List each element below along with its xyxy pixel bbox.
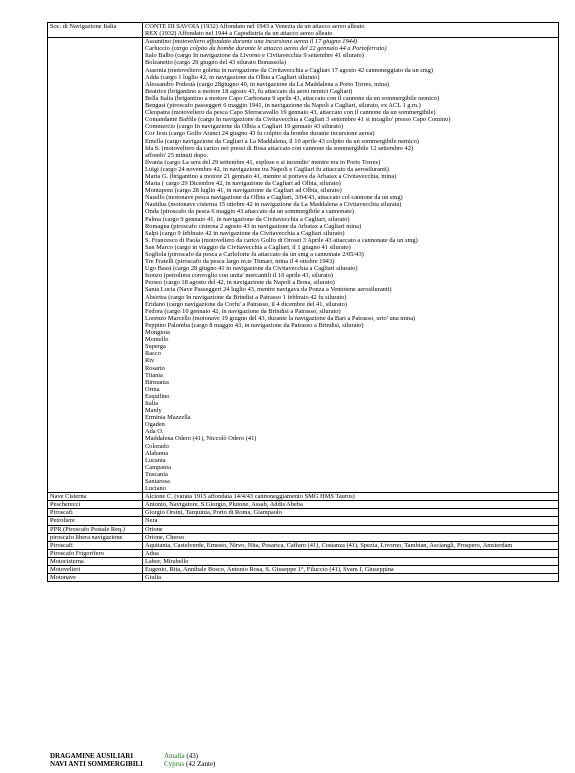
note-value: Cyprus <box>164 760 185 768</box>
ships-cell <box>143 509 559 517</box>
ship-text: Orione <box>145 525 163 533</box>
ship-entry <box>145 123 558 130</box>
ship-text: Cleopatra (motoveliero da pesca Capo Sferracavallo 19 gennaio 43, attaccato con il cannone da un sommergibile) <box>145 109 436 117</box>
ship-text: Lucania <box>145 456 166 464</box>
ships-cell <box>143 549 559 557</box>
ship-entry <box>145 102 558 109</box>
category-cell: Piroscafo Frigorifero <box>48 549 143 557</box>
ships-table <box>47 22 559 582</box>
ship-text: Eugenio, Rita, Annibale Bosco, Antonio Rosa, S. Giuseppe 1°, Filuccio (41), Svam I, Giuseppina <box>145 566 394 574</box>
ship-text: Lorenzo Marcello (motonave 19 giugno del 43, durante la navigazione da Bari a Patrasso, urto' una mina) <box>145 314 416 322</box>
table-row <box>48 549 559 557</box>
ship-text: Absirtea (cargo In navigazione da Brindisi a Patrasso 1 febbraio 42 fu silurato) <box>145 293 347 301</box>
ship-text: Carluccio <box>145 45 172 53</box>
ship-text: Assuntino <box>145 38 173 46</box>
ship-note: (motoveliero affondato durante una incursione aerea il 17 giugno 1944) <box>172 38 358 46</box>
ship-text: Montello <box>145 336 169 344</box>
ship-entry <box>145 145 558 152</box>
ship-entry <box>145 501 558 508</box>
note-label: DRAGAMINE AUSILIARI <box>50 752 134 760</box>
ship-text: Titania <box>145 371 163 379</box>
ship-entry <box>145 67 558 74</box>
category-cell: Motovelieri <box>48 566 143 574</box>
ship-text: San Marco (cargo in viaggio da Civitavecchia a Cagliari, il 1 giugno 41 silurato) <box>145 243 351 251</box>
ship-entry <box>145 393 558 400</box>
ship-text: Aquitania, Castelverde, Ernesto, Nirvo, Nita, Posarica, Caffaro (41), Costanza (41), Spezia, Livorno, Tambian, Asciangli, Prospero, Amsterdam <box>145 541 513 549</box>
ships-cell <box>143 38 559 493</box>
ship-entry <box>145 152 558 159</box>
ship-text: Superga <box>145 343 166 351</box>
ship-entry <box>145 109 558 116</box>
ship-text: Bolzanetto (cargo 29 giugno del 43 silurato Bonassola) <box>145 59 286 67</box>
category-cell: Motocisterna <box>48 557 143 565</box>
ship-text: Commercio (cargo In navigazione da Olbia a Cagliari 19 gennaio 43 silurato) <box>145 123 344 131</box>
category-cell: Piroscafi <box>48 509 143 517</box>
ship-entry <box>145 251 558 258</box>
ship-text: Mongioia <box>145 329 170 337</box>
ship-entry <box>145 534 558 541</box>
ship-entry <box>145 23 558 30</box>
ship-entry <box>145 336 558 343</box>
ship-entry <box>145 400 558 407</box>
ship-text: Luciano <box>145 485 166 493</box>
ship-entry <box>145 59 558 66</box>
ship-entry <box>145 558 558 565</box>
ship-entry <box>145 74 558 81</box>
ship-entry <box>145 286 558 293</box>
ship-entry <box>145 526 558 533</box>
ship-entry <box>145 216 558 223</box>
footer-notes <box>50 752 215 768</box>
ship-text: Perseo (cargo 18 agosto del 42, in navigazione da Napoli a Bona, silurato) <box>145 279 335 287</box>
ship-text: S. Francesco di Paola (motoveliero da carico Golfo di Orosei 3 Aprile 43 attaccato a cannonate da un smg) <box>145 236 418 244</box>
ship-text: Sogliola (piroscafo da pesca a Carloforte fu attaccato da un smg a cannonate 2/05/43) <box>145 251 364 258</box>
ship-entry <box>145 173 558 180</box>
table-row <box>48 509 559 517</box>
table-row <box>48 574 559 582</box>
ship-text: Labor, Mirabello <box>145 557 189 565</box>
category-cell: Nave Cisterna <box>48 493 143 501</box>
note-row <box>50 752 215 760</box>
ship-text: Entella (cargo navigazione da Cagliari a La Maddalena, il 10 aprile 43 colpito da un sommergibile nemico) <box>145 137 419 145</box>
ship-text: Ugo Bassi (cargo 28 giugno 41 in navigazione da Civitavecchia a Cagliari silurato) <box>145 265 358 273</box>
ship-text: Manly <box>145 407 162 415</box>
ship-text: Birmania <box>145 378 169 386</box>
ship-text: Luigi (cargo 24 novembre 42, in navigazione tra Napoli e Cagliari fu attaccato da aerosiluranti) <box>145 165 389 173</box>
ship-entry <box>145 414 558 421</box>
ship-text: Santarosa <box>145 478 170 485</box>
table-row <box>48 525 559 533</box>
ships-cell <box>143 501 559 509</box>
ship-entry <box>145 517 558 524</box>
ship-entry <box>145 272 558 279</box>
ship-text: Maddalena Odero (41), Niccolò Odero (41) <box>145 435 257 443</box>
table-row <box>48 501 559 509</box>
ship-text: Cor Jesu (cargo Golfo Aranci 24 giugno 43 fu colpito da bombe durante incursione aerea) <box>145 130 375 138</box>
ship-text: Racco <box>145 350 161 358</box>
ship-entry <box>145 237 558 244</box>
ship-entry <box>145 308 558 315</box>
ship-entry <box>145 194 558 201</box>
ship-entry <box>145 138 558 145</box>
ship-entry <box>145 301 558 308</box>
ship-text: Italo Balbo (cargo In navigazione da Livorno e Civitavecchia 9 settembre 41 silurato) <box>145 52 364 60</box>
ship-text: Bengasi (piroscafo passeggeri 6 maggio 1941, in navigazione da Napoli a Cagliari, silurato, ex ACL 1 g.m.) <box>145 102 421 110</box>
ship-entry <box>145 574 558 581</box>
ship-text: Italia <box>145 399 159 407</box>
ship-entry <box>145 343 558 350</box>
ship-entry <box>145 279 558 286</box>
ship-entry <box>145 223 558 230</box>
category-cell: Motonave <box>48 574 143 582</box>
ships-cell <box>143 23 559 38</box>
table-row <box>48 557 559 565</box>
ship-text: Montaponi (cargo 28 luglio 41, in navigazione da Cagliari ad Olbia, silurato) <box>145 187 342 195</box>
table-row <box>48 493 559 501</box>
ship-text: Orma <box>145 385 160 393</box>
ship-text: Esquilino <box>145 392 170 400</box>
ship-entry <box>145 542 558 549</box>
category-cell: Piroscafi <box>48 541 143 549</box>
ship-text: Giulia <box>145 574 161 582</box>
ship-entry <box>145 471 558 478</box>
ship-text: Fedora (cargo 10 gennaio 42, in navigazione da Brindisi a Patrasso, silurato) <box>145 307 341 315</box>
ship-entry <box>145 350 558 357</box>
ship-note: (cargo colpito da bombe durante le attacco aereo del 22 gennaio 44 a Portoferraio) <box>171 45 387 53</box>
ship-text: Beatrice (brigantino a motore 18 agosto 43, fu attaccato da aerei nemici Cagliari) <box>145 87 353 95</box>
ship-entry <box>145 52 558 59</box>
category-cell: Soc. di Navigazione Italia <box>48 23 143 38</box>
ship-entry <box>145 88 558 95</box>
ship-entry <box>145 493 558 500</box>
ships-cell <box>143 566 559 574</box>
ship-text: Erminia Mazzella <box>145 414 191 422</box>
ship-text: Bella Italia (brigantino a motore Capo Carbonara 9 aprile 43, attaccato con il cannone da un sommergibile nemico) <box>145 94 440 102</box>
ship-entry <box>145 464 558 471</box>
ship-text: Ogaden <box>145 421 165 429</box>
ship-entry <box>145 379 558 386</box>
ship-entry <box>145 435 558 442</box>
ship-entry <box>145 45 558 52</box>
note-row <box>50 760 215 768</box>
ships-cell <box>143 533 559 541</box>
category-cell: PPR (Piroscafo Postale Req.) <box>48 525 143 533</box>
ship-entry <box>145 258 558 265</box>
ship-entry <box>145 30 558 37</box>
ships-cell <box>143 517 559 525</box>
table-row <box>48 566 559 574</box>
category-cell: Pescherecci <box>48 501 143 509</box>
ship-text: REX (1932) Affondato nel 1944 a Capodistria da un attacco aereo alleato <box>145 30 333 38</box>
ship-entry <box>145 566 558 573</box>
ship-text: Ada O. <box>145 428 164 436</box>
ship-text: Romagna (piroscafo cisterna 2 agosto 43 in navigazione da Arbatax a Cagliari mina) <box>145 222 362 230</box>
ship-entry <box>145 159 558 166</box>
ship-entry <box>145 357 558 364</box>
ship-text: Nera <box>145 517 158 525</box>
ship-text: Giorgio Orsini, Tarquinia, Porto di Roma, Giampaolo <box>145 509 282 517</box>
table-row <box>48 541 559 549</box>
ship-text: affondo' 25 minuti dopo. <box>145 151 209 159</box>
table-row <box>48 517 559 525</box>
ship-entry <box>145 180 558 187</box>
category-cell <box>48 38 143 493</box>
ship-text: Peppino Palomba (cargo 8 maggio 43, in navigazione da Patrasso a Brindisi, silurato) <box>145 321 364 329</box>
ship-text: Tuscania <box>145 470 168 478</box>
ship-text: Campania <box>145 463 171 471</box>
ship-text: Ida S. (motoveliero da carico nei pressi di Bosa attaccato con cannone da sommergibile 12 settembre 42) <box>145 144 414 152</box>
ship-text: Rosario <box>145 364 165 372</box>
ship-text: Maria G. (brigantino a motore 21 gennaio 41, mentre si portava da Arbatax a Civitavecchia, mina) <box>145 172 397 180</box>
ship-entry <box>145 509 558 516</box>
ship-entry <box>145 201 558 208</box>
ship-text: Riv <box>145 357 155 365</box>
ship-text: Salpi (cargo 9 febbraio 42 in navigazione da Civitavecchia a Cagliari silurato) <box>145 229 345 237</box>
ships-cell <box>143 574 559 582</box>
ship-entry <box>145 457 558 464</box>
ship-text: Adua <box>145 549 159 557</box>
note-value: Amalia <box>164 752 185 760</box>
ship-entry <box>145 550 558 557</box>
ship-text: Eridano (cargo navigazione da Corfu' a Patrasso, il 4 dicembre del 41, silurato) <box>145 300 347 308</box>
ships-cell <box>143 557 559 565</box>
ship-text: Orione, Cherso <box>145 533 185 541</box>
ship-entry <box>145 315 558 322</box>
ship-entry <box>145 407 558 414</box>
ship-text: Ausonia (motoveliero goletta in navigazione da Civitavecchia a Cagliari 17 agosto 42 cannoneggiato da un smg) <box>145 66 434 74</box>
ship-entry <box>145 421 558 428</box>
ship-entry <box>145 95 558 102</box>
ship-entry <box>145 166 558 173</box>
ship-text: Tre Fratelli (piroscafo da pesca largo m.te Tinnari, mina il 4 ottobre 1943) <box>145 258 335 266</box>
ship-entry <box>145 244 558 251</box>
ships-cell <box>143 493 559 501</box>
ship-text: Antonio, Navigatore, S.Giorgio, Plutone, Assab, Addis Abeba <box>145 501 303 509</box>
ship-text: Onda (piroscafo da pesca 6 maggio 43 attaccato da un sommergibile a cannonate) <box>145 208 354 216</box>
table-row <box>48 533 559 541</box>
ship-entry <box>145 322 558 329</box>
ship-text: Adda (cargo 1 luglio 42, in navigazione da Olbia a Cagliari silurato) <box>145 73 320 81</box>
category-cell: Petroliere <box>48 517 143 525</box>
ship-text: Palma (cargo 9 gennaio 41, in navigazione da Civitavecchia a Cagliari, silurato) <box>145 215 350 223</box>
ship-entry <box>145 187 558 194</box>
ship-text: Colorado <box>145 442 169 450</box>
ship-entry <box>145 38 558 45</box>
ship-entry <box>145 478 558 485</box>
ship-entry <box>145 443 558 450</box>
ships-table-body <box>48 23 559 582</box>
ship-text: Alessandro Podestà (cargo 28giugno 40, in navigazione da La Maddalena a Porto Torres, mina) <box>145 80 390 88</box>
ship-entry <box>145 208 558 215</box>
ship-entry <box>145 329 558 336</box>
ship-entry <box>145 130 558 137</box>
ship-text: Nasello (motonave pesca navigazione da Olbia a Cagliari, 3/04/43, attaccato col cannone da un smg) <box>145 194 403 202</box>
ship-entry <box>145 116 558 123</box>
ship-entry <box>145 386 558 393</box>
ship-entry <box>145 230 558 237</box>
ship-entry <box>145 294 558 301</box>
ship-text: Isonzo (petroliera convoglio con unita' mercantili il 10 aprile 43, silurato) <box>145 272 334 280</box>
ship-entry <box>145 372 558 379</box>
ship-text: Ilvania (cargo La sera del 29 settembre 41, esplose e si incendio' mentre era in Porto Torres) <box>145 158 381 166</box>
ship-entry <box>145 450 558 457</box>
table-row <box>48 23 559 38</box>
ship-text: CONTE DI SAVOIA (1932) Affondato nel 1943 a Venezia da un attacco aereo alleato <box>145 23 365 30</box>
ship-text: Comandante Baffile (cargo In navigazione da Civitavecchia a Cagliari 3 settembre 41 si incaglio' presso Capo Comino) <box>145 116 451 124</box>
ships-cell <box>143 541 559 549</box>
note-extra: (43) <box>184 752 199 760</box>
ships-cell <box>143 525 559 533</box>
ship-text: Marta ( cargo 29 Dicembre 42, in navigazione da Cagliari ad Olbia, silurato) <box>145 180 341 188</box>
ship-entry <box>145 265 558 272</box>
ship-text: Alcione C. (varata 1915 affondata 14/4/43 cannoneggiamento SMG HMS Taurus) <box>145 493 355 501</box>
ship-text: Nautilus (motonave cisterna 15 ottobre 42 in navigazione da La Maddalena a Civitavecchia silurata) <box>145 201 402 209</box>
ship-entry <box>145 365 558 372</box>
ship-entry <box>145 485 558 492</box>
ship-text: Alabama <box>145 449 169 457</box>
ship-text: Santa Lucia (Nave Passeggeri 24 luglio 43, mentre navigava da Ponza a Ventotene aerosiluranti) <box>145 286 392 294</box>
category-cell: piroscafo libera navigazione <box>48 533 143 541</box>
ship-entry <box>145 81 558 88</box>
note-extra: (42 Zante) <box>184 760 216 768</box>
table-row <box>48 38 559 493</box>
note-label: NAVI ANTI SOMMERGIBILI <box>50 760 143 768</box>
ship-entry <box>145 428 558 435</box>
